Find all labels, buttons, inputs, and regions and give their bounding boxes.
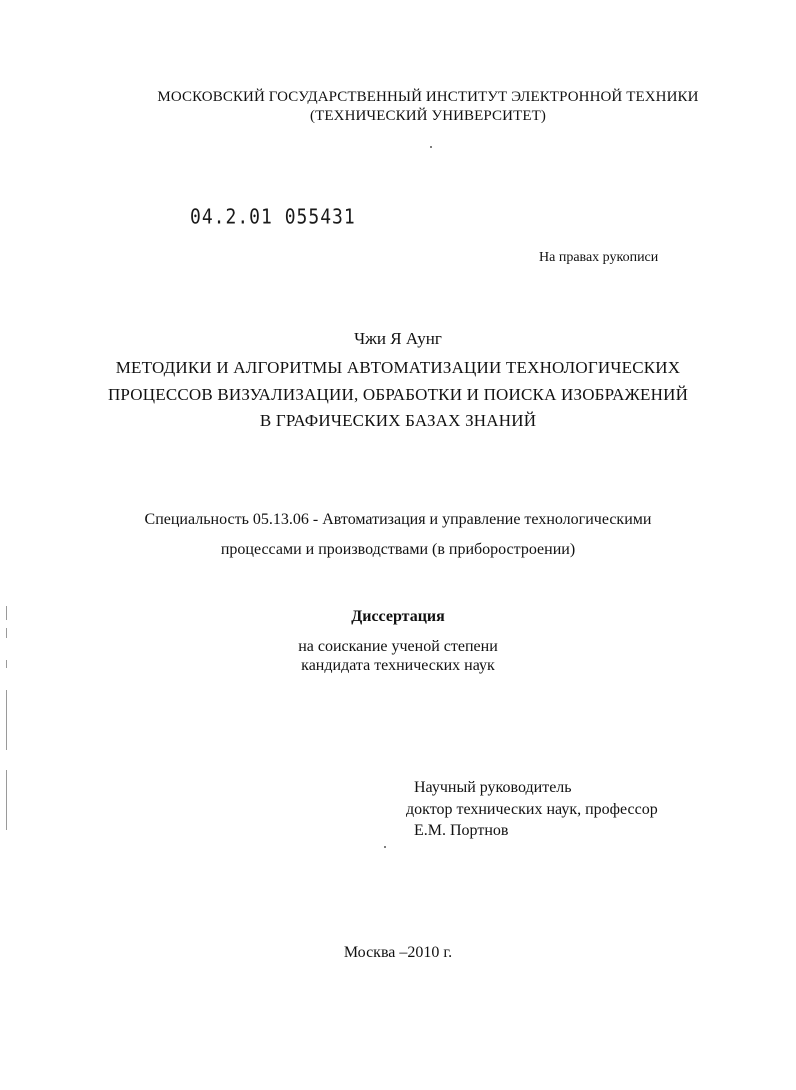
scan-edge-mark [6,690,7,750]
scan-edge-mark [6,660,7,668]
supervisor-name: Е.М. Портнов [414,822,509,839]
degree-line-2: кандидата технических наук [301,657,495,674]
institution-header [30,88,796,126]
scan-edge-mark [6,770,7,830]
scan-edge-mark [6,606,7,620]
title-line-1: МЕТОДИКИ И АЛГОРИТМЫ АВТОМАТИЗАЦИИ ТЕХНОЛОГИЧЕСКИХ [115,358,681,377]
title-line-2: ПРОЦЕССОВ ВИЗУАЛИЗАЦИИ, ОБРАБОТКИ И ПОИСКА ИЗОБРАЖЕНИЙ [107,384,689,404]
author-name: Чжи Я Аунг [354,329,442,348]
specialty-line-1: Специальность 05.13.06 - Автоматизация и управление технологическими [144,511,652,528]
degree-line-1: на соискание ученой степени [298,638,498,655]
supervisor-credentials: доктор технических наук, профессор [406,800,658,818]
supervisor-role: Научный руководитель [414,779,572,796]
scan-edge-mark [6,628,7,638]
dissertation-title [0,355,796,435]
specialty-block [0,505,796,565]
institution-name: МОСКОВСКИЙ ГОСУДАРСТВЕННЫЙ ИНСТИТУТ ЭЛЕКТРОННОЙ ТЕХНИКИ [157,89,699,105]
manuscript-note: На правах рукописи [539,250,659,265]
scan-speck [384,846,386,848]
supervisor-block [406,777,658,842]
registration-stamp: 04.2.01 055431 [190,205,356,230]
city-year: Москва –2010 г. [343,944,453,961]
title-line-3: В ГРАФИЧЕСКИХ БАЗАХ ЗНАНИЙ [259,411,537,430]
thesis-type: Диссертация [351,608,445,625]
specialty-line-2: процессами и производствами (в приборостроении) [220,541,576,558]
degree-block [0,637,796,675]
institution-subtitle: (ТЕХНИЧЕСКИЙ УНИВЕРСИТЕТ) [310,108,546,124]
scan-speck [430,146,432,148]
